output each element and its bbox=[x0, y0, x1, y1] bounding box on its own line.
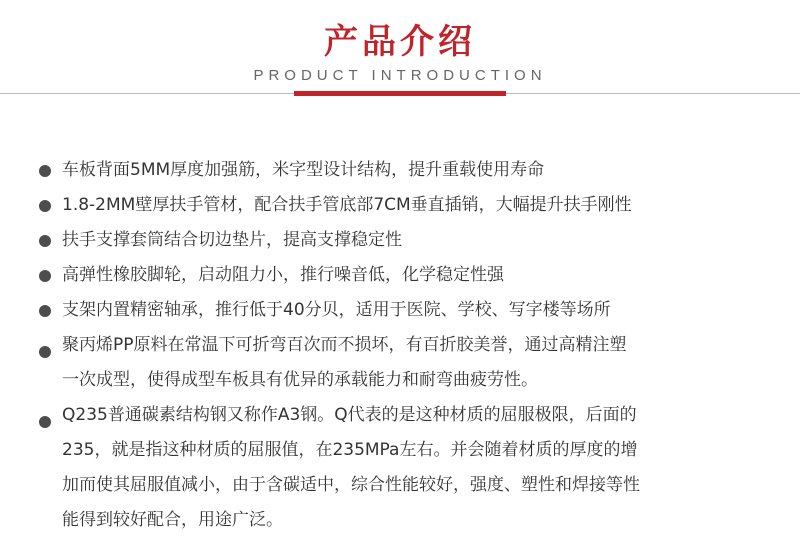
list-item bbox=[0, 258, 800, 293]
list-item bbox=[0, 328, 800, 398]
list-item-text: 高弹性橡胶脚轮，启动阻力小，推行噪音低，化学稳定性强 bbox=[62, 265, 504, 285]
list-item-text: 能得到较好配合，用途广泛。 bbox=[62, 510, 283, 530]
list-item-text: 扶手支撑套筒结合切边垫片，提高支撑稳定性 bbox=[62, 230, 402, 250]
page-title: 产品介绍 bbox=[324, 22, 476, 62]
list-item bbox=[0, 153, 800, 188]
list-item bbox=[0, 223, 800, 258]
list-item-text: 聚丙烯PP原料在常温下可折弯百次而不损坏，有百折胶美誉，通过高精注塑 bbox=[62, 335, 627, 355]
bullet-icon bbox=[39, 270, 51, 282]
feature-list bbox=[0, 153, 800, 538]
bullet-icon bbox=[39, 305, 51, 317]
bullet-icon bbox=[39, 200, 51, 212]
list-item-text: Q235普通碳素结构钢又称作A3钢。Q代表的是这种材质的屈服极限，后面的 bbox=[62, 405, 637, 425]
list-item-text: 一次成型，使得成型车板具有优异的承载能力和耐弯曲疲劳性。 bbox=[62, 370, 538, 390]
list-item bbox=[0, 188, 800, 223]
page-subtitle: PRODUCT INTRODUCTION bbox=[253, 67, 547, 84]
list-item-text: 支架内置精密轴承，推行低于40分贝，适用于医院、学校、写字楼等场所 bbox=[62, 300, 611, 320]
section-header bbox=[0, 0, 800, 100]
bullet-icon bbox=[39, 416, 51, 428]
list-item-text: 235，就是指这种材质的屈服值，在235MPa左右。并会随着材质的厚度的增 bbox=[62, 440, 638, 460]
list-item-text: 加而使其屈服值减小，由于含碳适中，综合性能较好，强度、塑性和焊接等性 bbox=[62, 475, 640, 495]
list-item bbox=[0, 293, 800, 328]
bullet-icon bbox=[39, 235, 51, 247]
list-item-text: 车板背面5MM厚度加强筋，米字型设计结构，提升重载使用寿命 bbox=[62, 160, 545, 180]
list-item-text: 1.8-2MM壁厚扶手管材，配合扶手管底部7CM垂直插销，大幅提升扶手刚性 bbox=[62, 195, 632, 215]
bullet-icon bbox=[39, 165, 51, 177]
bullet-icon bbox=[39, 346, 51, 358]
list-item bbox=[0, 398, 800, 538]
header-accent-bar bbox=[294, 91, 506, 96]
